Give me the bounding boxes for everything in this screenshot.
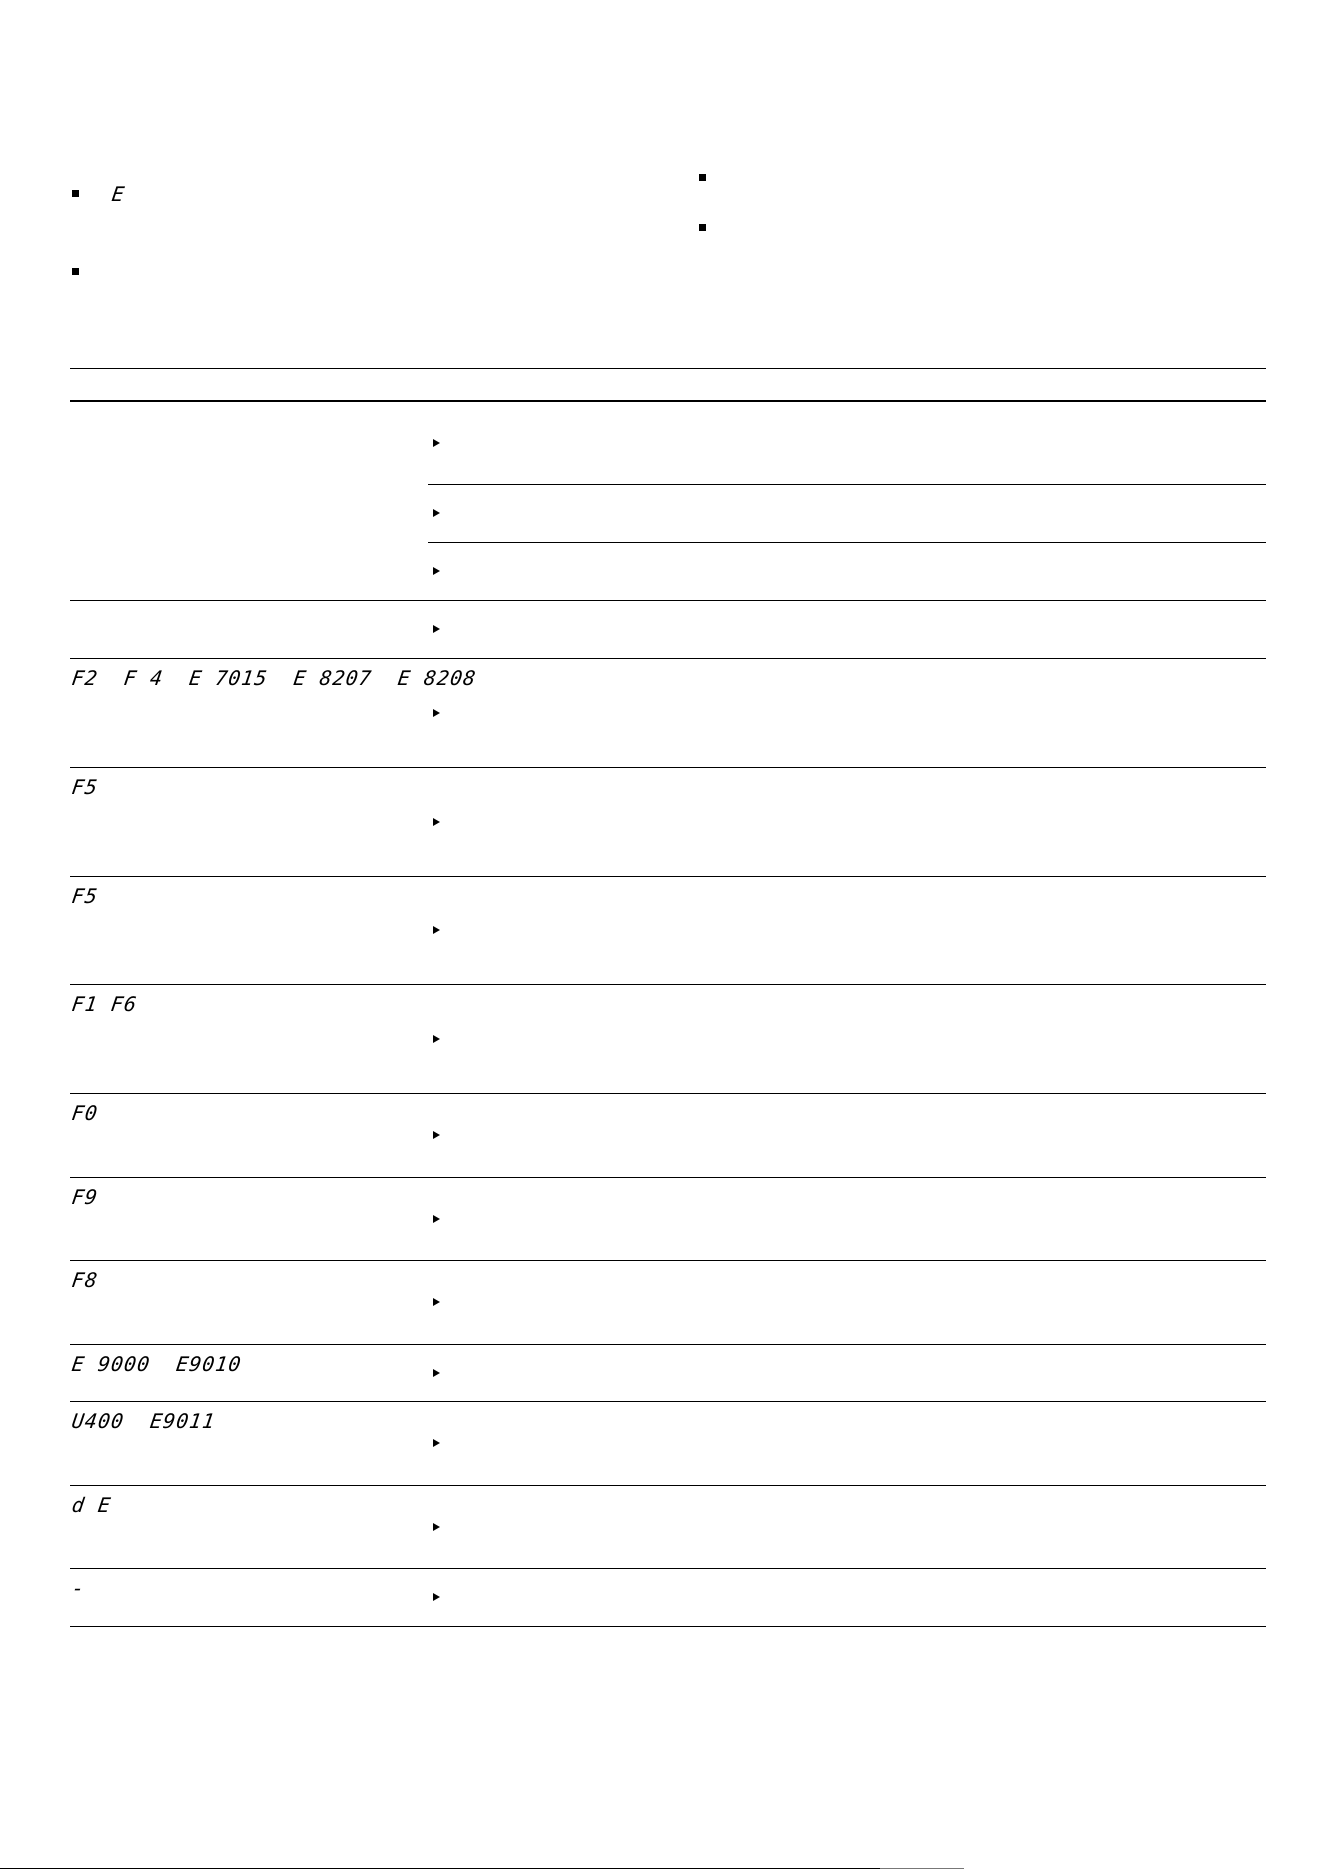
table-row-divider <box>70 600 1266 601</box>
table-row-divider <box>70 767 1266 768</box>
bullet-text-1: E <box>110 182 127 206</box>
remedy-arrow-icon <box>433 509 440 517</box>
table-row-divider <box>70 1626 1266 1627</box>
table-row-divider <box>70 1401 1266 1402</box>
fault-code: F9 <box>70 1185 100 1209</box>
table-row-divider <box>70 984 1266 985</box>
remedy-arrow-icon <box>433 926 440 934</box>
table-row-divider <box>70 1177 1266 1178</box>
fault-code: F0 <box>70 1101 100 1125</box>
remedy-arrow-icon <box>433 625 440 633</box>
fault-code: E 9000 E9010 <box>70 1352 244 1376</box>
remedy-divider <box>428 484 1266 485</box>
footer-rule <box>0 1868 880 1869</box>
table-row-divider <box>70 1568 1266 1569</box>
table-row-divider <box>70 1344 1266 1345</box>
bullet-square-1 <box>72 190 79 197</box>
remedy-arrow-icon <box>433 439 440 447</box>
table-row-divider <box>70 876 1266 877</box>
fault-code: - <box>70 1576 87 1600</box>
remedy-arrow-icon <box>433 1215 440 1223</box>
remedy-arrow-icon <box>433 1439 440 1447</box>
table-row-divider <box>70 1093 1266 1094</box>
bullet-square-2 <box>72 268 79 275</box>
table-row-divider <box>70 1485 1266 1486</box>
remedy-arrow-icon <box>433 1035 440 1043</box>
fault-code: F5 <box>70 884 100 908</box>
remedy-arrow-icon <box>433 818 440 826</box>
fault-code: F2 F 4 E 7015 E 8207 E 8208 <box>70 666 478 690</box>
fault-code: F1 F6 <box>70 992 139 1016</box>
fault-code: d E <box>70 1493 113 1517</box>
table-row-divider <box>70 1260 1266 1261</box>
fault-code: F8 <box>70 1268 100 1292</box>
footer-rule-gray <box>880 1868 964 1869</box>
bullet-square-3 <box>699 174 706 181</box>
table-row-divider <box>70 658 1266 659</box>
bullet-square-4 <box>699 224 706 231</box>
remedy-arrow-icon <box>433 1298 440 1306</box>
fault-code: U400 E9011 <box>70 1409 218 1433</box>
table-top-rule <box>70 368 1266 369</box>
remedy-arrow-icon <box>433 1523 440 1531</box>
remedy-arrow-icon <box>433 1131 440 1139</box>
remedy-arrow-icon <box>433 1369 440 1377</box>
table-header-rule <box>70 400 1266 402</box>
remedy-arrow-icon <box>433 567 440 575</box>
remedy-arrow-icon <box>433 1593 440 1601</box>
fault-code: F5 <box>70 775 100 799</box>
remedy-arrow-icon <box>433 709 440 717</box>
remedy-divider <box>428 542 1266 543</box>
